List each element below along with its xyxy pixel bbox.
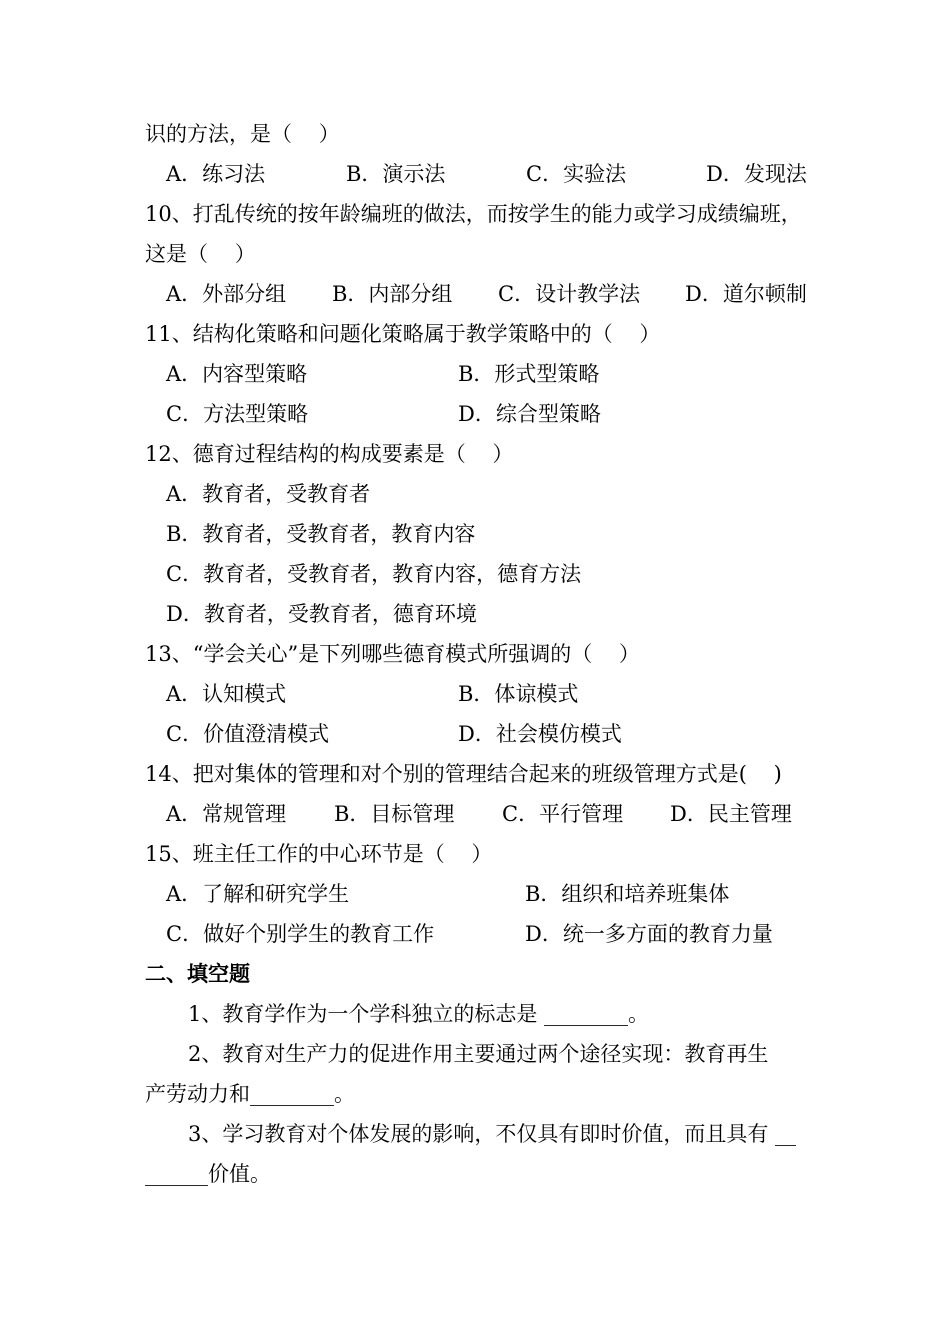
section-heading-fill-in: 二、填空题 [145,961,250,986]
fill-in-item-1: 1、教育学作为一个学科独立的标志是 ________。 [188,1002,650,1026]
q15-option-d: D．统一多方面的教育力量 [525,922,773,946]
q9-option-b: B．演示法 [346,162,446,186]
fill-in-item-3: 3、学习教育对个体发展的影响，不仅具有即时价值，而且具有 __ [188,1122,797,1146]
question-13-text: 13、“学会关心”是下列哪些德育模式所强调的（ ） [145,642,640,666]
q13-option-c: C．价值澄清模式 [166,722,330,746]
q11-option-d: D．综合型策略 [458,402,601,426]
q11-option-a: A．内容型策略 [166,362,308,386]
q13-option-d: D．社会模仿模式 [458,722,622,746]
q14-option-a: A．常规管理 [166,802,287,826]
q10-option-a: A．外部分组 [166,282,287,306]
fill-in-item-2-cont: 产劳动力和________。 [145,1082,355,1106]
q13-option-a: A．认知模式 [166,682,287,706]
q15-option-c: C．做好个别学生的教育工作 [166,922,435,946]
q11-option-c: C．方法型策略 [166,402,309,426]
q14-option-c: C．平行管理 [502,802,624,826]
question-14-text: 14、把对集体的管理和对个别的管理结合起来的班级管理方式是( ) [145,762,782,786]
q14-option-b: B．目标管理 [334,802,455,826]
question-11-text: 11、结构化策略和问题化策略属于教学策略中的（ ） [145,322,661,346]
q10-option-c: C．设计教学法 [498,282,641,306]
question-9-continuation: 识的方法，是（ ） [145,122,340,146]
q11-option-b: B．形式型策略 [458,362,600,386]
q14-option-d: D．民主管理 [670,802,792,826]
fill-in-item-2: 2、教育对生产力的促进作用主要通过两个途径实现：教育再生 [188,1042,769,1066]
q9-option-c: C．实验法 [526,162,627,186]
question-10-text-cont: 这是（ ） [145,242,256,266]
question-12-text: 12、德育过程结构的构成要素是（ ） [145,442,514,466]
q15-option-b: B．组织和培养班集体 [525,882,730,906]
q12-option-b: B．教育者，受教育者，教育内容 [166,522,476,546]
q12-option-c: C．教育者，受教育者，教育内容，德育方法 [166,562,582,586]
q10-option-b: B．内部分组 [332,282,453,306]
q12-option-d: D．教育者，受教育者，德育环境 [166,602,477,626]
q15-option-a: A．了解和研究学生 [166,882,350,906]
q12-option-a: A．教育者，受教育者 [166,482,371,506]
fill-in-item-3-cont: ______价值。 [145,1162,271,1186]
question-10-text: 10、打乱传统的按年龄编班的做法，而按学生的能力或学习成绩编班， [145,202,802,226]
q9-option-a: A．练习法 [166,162,266,186]
q9-option-d: D．发现法 [706,162,807,186]
q13-option-b: B．体谅模式 [458,682,579,706]
question-15-text: 15、班主任工作的中心环节是（ ） [145,842,493,866]
q10-option-d: D．道尔顿制 [685,282,807,306]
